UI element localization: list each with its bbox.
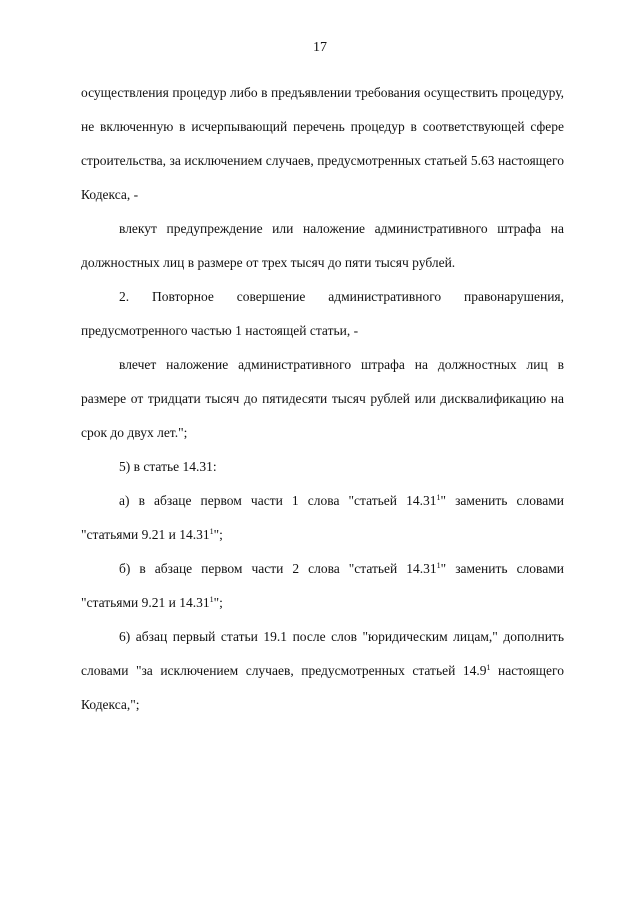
paragraph-item-b <box>81 552 564 620</box>
paragraph-item-6 <box>81 620 564 722</box>
document-body <box>81 76 564 722</box>
item-a-text-1: а) в абзаце первом части 1 слова "статьей 14.31 <box>119 493 437 508</box>
item-6-superscript-1: 1 <box>486 663 491 672</box>
page-number: 17 <box>313 40 327 55</box>
item-a-superscript-1: 1 <box>436 493 441 502</box>
item-6-text-2: настоящего Кодекса,"; <box>81 663 564 712</box>
paragraph-5: 5) в статье 14.31: <box>119 459 217 474</box>
paragraph-2: влекут предупреждение или наложение административного штрафа на должностных лиц в размере от трех тысяч до пяти тысяч рублей. <box>81 221 564 270</box>
item-b-superscript-1: 1 <box>436 561 441 570</box>
item-b-text-2: " заменить словами "статьями 9.21 и 14.31 <box>81 561 564 610</box>
item-6-text-1: 6) абзац первый статьи 19.1 после слов "юридическим лицам," дополнить словами "за исключением случаев, предусмотренных статьей 14.9 <box>81 629 564 678</box>
item-a-superscript-2: 1 <box>209 527 214 536</box>
paragraph-3: 2. Повторное совершение административного правонарушения, предусмотренного частью 1 настоящей статьи, - <box>81 289 564 338</box>
item-a-text-3: "; <box>213 527 223 542</box>
paragraph-item-a <box>81 484 564 552</box>
item-b-text-1: б) в абзаце первом части 2 слова "статьей 14.31 <box>119 561 437 576</box>
paragraph-4: влечет наложение административного штрафа на должностных лиц в размере от тридцати тысяч до пятидесяти тысяч рублей или дисквалификацию на срок до двух лет."; <box>81 357 564 440</box>
item-b-superscript-2: 1 <box>209 595 214 604</box>
item-b-text-3: "; <box>213 595 223 610</box>
item-a-text-2: " заменить словами "статьями 9.21 и 14.31 <box>81 493 564 542</box>
paragraph-1: осуществления процедур либо в предъявлении требования осуществить процедуру, не включенную в исчерпывающий перечень процедур в соответствующей сфере строительства, за исключением случаев, предусмотренных статьей 5.63 настоящего Кодекса, - <box>81 85 564 202</box>
